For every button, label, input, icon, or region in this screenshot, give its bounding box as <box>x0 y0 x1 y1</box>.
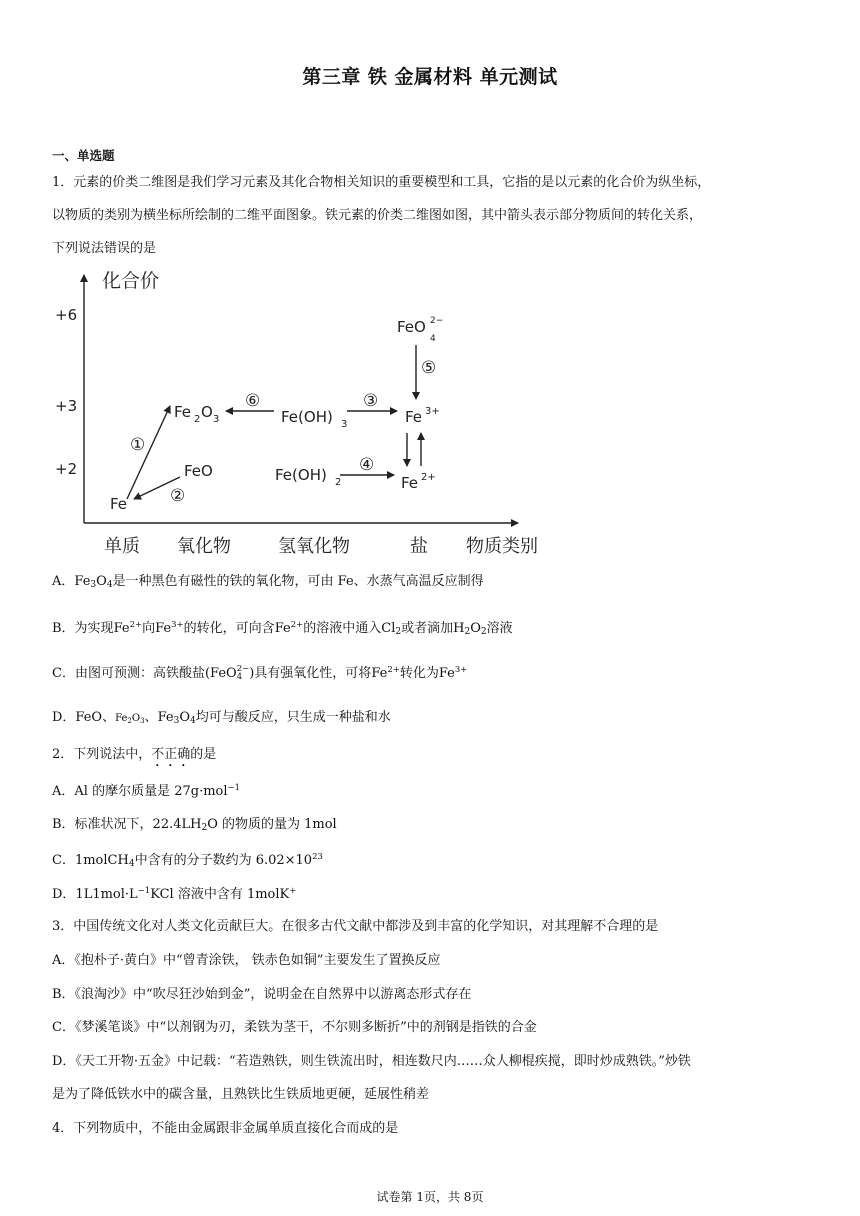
svg-text:2: 2 <box>194 414 201 425</box>
q2-stem: 2．下列说法中，不正确的是 <box>52 747 217 762</box>
q3-option-a[interactable]: A．《抱朴子·黄白》中“曾青涂铁， 铁赤色如铜”主要发生了置换反应 <box>52 953 441 968</box>
q3-option-b[interactable]: B．《浪淘沙》中“吹尽狂沙始到金”，说明金在自然界中以游离态形式存在 <box>52 987 472 1002</box>
q1-stem-line-2: 以物质的类别为横坐标所绘制的二维平面图象。铁元素的价类二维图如图，其中箭头表示部分物质间的转化关系， <box>52 208 703 223</box>
label-arrow-3: ③ <box>363 391 379 411</box>
y-tick-plus6: +6 <box>55 306 78 324</box>
diagram-svg <box>52 265 552 565</box>
y-tick-plus3: +3 <box>55 397 78 415</box>
page-title: 第三章 铁 金属材料 单元测试 <box>302 66 558 88</box>
iron-valence-class-diagram <box>52 265 552 565</box>
species-feoh3 <box>281 408 347 430</box>
q2-option-d[interactable]: D．$1L1mol\cdot L^{-1}KCl$ 溶液中含有 1molK+ <box>52 886 297 902</box>
species-fe: Fe <box>110 495 128 513</box>
svg-text:Fe: Fe <box>405 408 423 426</box>
svg-text:2−: 2− <box>430 316 444 326</box>
q1-option-b[interactable]: B．为实现$Fe^{2+}$向$Fe^{3+}$的转化，可向含$Fe^{2+}$的溶液中通入$Cl_2$或者滴加$H_2O_2$溶液 <box>52 620 513 637</box>
svg-text:Fe: Fe <box>174 403 192 421</box>
label-arrow-4: ④ <box>359 455 375 475</box>
svg-text:Fe(OH): Fe(OH) <box>275 466 327 484</box>
q1-option-c[interactable]: C．由图可预测：高铁酸盐(FeO2− 4 )具有强氧化性，可将$Fe^{2+}$转化为$Fe^{3+}$ <box>52 664 468 682</box>
q2-option-a[interactable]: A．Al 的摩尔质量是 27g·mol$^{-1}$ <box>52 783 241 799</box>
q1-stem-line-3: 下列说法错误的是 <box>52 241 157 256</box>
q3-option-d-line-1[interactable]: D．《天工开物·五金》中记载：“若造熟铁，则生铁流出时，相连数尺内……众人柳棍疾搅，即时炒成熟铁。”炒铁 <box>52 1054 691 1069</box>
species-ferrate <box>397 316 443 344</box>
q3-option-c[interactable]: C．《梦溪笔谈》中“以剂钢为刃，柔铁为茎干，不尔则多断折”中的剂钢是指铁的合金 <box>52 1020 537 1035</box>
y-axis-label: 化合价 <box>102 270 160 292</box>
svg-text:4: 4 <box>430 334 436 344</box>
q3-option-d-line-2[interactable]: 是为了降低铁水中的碳含量，且熟铁比生铁质地更硬，延展性稍差 <box>52 1087 430 1102</box>
x-tick-oxide: 氧化物 <box>177 536 231 557</box>
svg-text:3: 3 <box>341 419 348 430</box>
q1-stem-line-1: 1．元素的价类二维图是我们学习元素及其化合物相关知识的重要模型和工具，它指的是以元素的化合价为纵坐标， <box>52 175 711 190</box>
svg-text:3: 3 <box>213 414 220 425</box>
label-arrow-5: ⑤ <box>421 358 437 378</box>
x-tick-elemental: 单质 <box>104 536 140 557</box>
species-fe2plus <box>401 472 436 492</box>
svg-text:2: 2 <box>335 477 342 488</box>
species-feo: FeO <box>184 462 213 480</box>
svg-text:O: O <box>201 403 213 421</box>
q1-option-d[interactable]: D．FeO、$Fe_2O_3$、$Fe_3O_4$均可与酸反应，只生成一种盐和水 <box>52 710 391 726</box>
q3-stem: 3．中国传统文化对人类文化贡献巨大。在很多古代文献中都涉及到丰富的化学知识，对其理解不合理的是 <box>52 919 659 934</box>
y-tick-plus2: +2 <box>55 460 78 478</box>
label-arrow-1: ① <box>130 435 146 455</box>
svg-text:Fe(OH): Fe(OH) <box>281 408 333 426</box>
species-fe2o3 <box>174 403 219 425</box>
svg-text:Fe: Fe <box>401 474 419 492</box>
page-footer: 试卷第 1页，共 8页 <box>376 1190 484 1204</box>
svg-text:3+: 3+ <box>425 406 440 417</box>
emphasis-not-correct: 不正确 <box>151 747 191 762</box>
species-feoh2 <box>275 466 341 488</box>
q1-option-a[interactable]: A．$Fe_3O_4$是一种黑色有磁性的铁的氧化物，可由 Fe、水蒸气高温反应制得 <box>52 574 484 590</box>
q2-option-b[interactable]: B．标准状况下，$22.4LH_2O$ 的物质的量为 1mol <box>52 817 337 833</box>
species-fe3plus <box>405 406 440 426</box>
x-tick-salt: 盐 <box>410 536 428 557</box>
svg-text:2+: 2+ <box>421 472 436 483</box>
q2-option-c[interactable]: C．1molCH$_4$中含有的分子数约为 $6.02\times 10^{23}$ <box>52 852 323 869</box>
q4-stem: 4．下列物质中，不能由金属跟非金属单质直接化合而成的是 <box>52 1121 399 1136</box>
label-arrow-6: ⑥ <box>245 391 261 411</box>
x-axis-label: 物质类别 <box>466 536 538 557</box>
svg-text:FeO: FeO <box>397 318 426 336</box>
section-heading: 一、单选题 <box>52 148 115 163</box>
x-tick-hydroxide: 氢氧化物 <box>278 536 350 557</box>
label-arrow-2: ② <box>170 486 186 506</box>
